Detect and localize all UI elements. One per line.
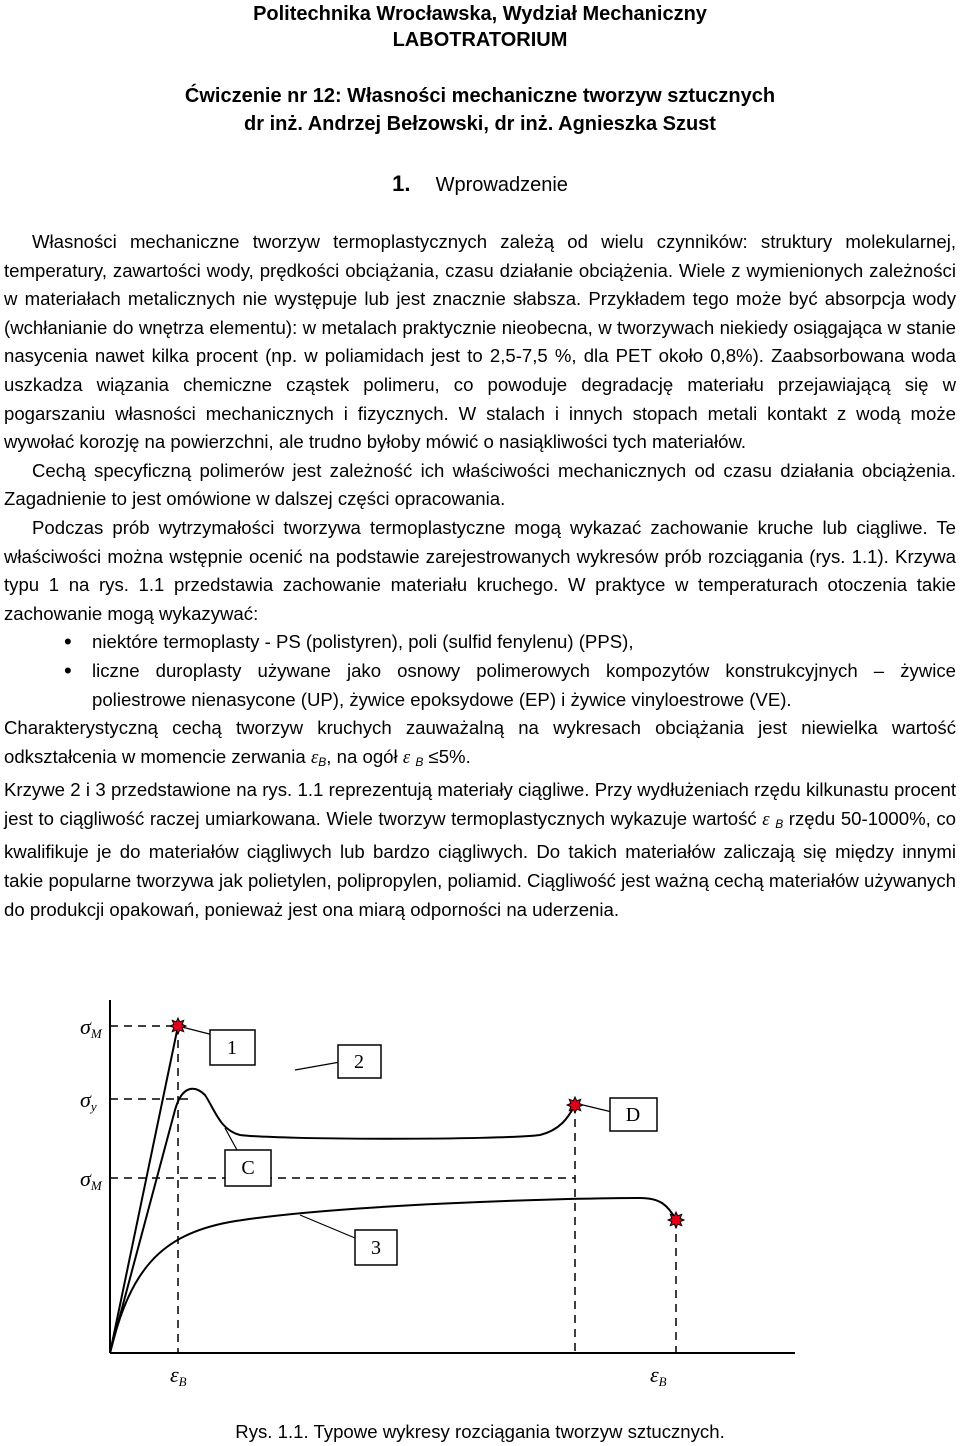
- section-number: 1.: [392, 171, 411, 196]
- body-text: [4, 228, 956, 924]
- label-2: 2: [354, 1051, 364, 1073]
- section-title: Wprowadzenie: [435, 174, 568, 196]
- label-c: C: [241, 1157, 255, 1179]
- paragraph-1: Własności mechaniczne tworzyw termoplastycznych zależą od wielu czynników: struktury molekularnej, temperatury, zawartości wody, prędkości obciążania, czasu działanie obciążenia. Wiele z wymienionych zależności w materiałach metalicznych nie występuje lub jest znacznie słabsza. Przykładem tego może być absorpcja wody (wchłanianie do wnętrza elementu): w metalach praktycznie nieobecna, w tworzywach niekiedy osiągająca w stanie nasycenia nawet kilka procent (np. w poliamidach jest to 2,5-7,5 %, dla PET około 0,8%). Zaabsorbowana woda uszkadza wiązania chemiczne cząstek polimeru, co powoduje degradację materiału przejawiającą się w pogarszaniu własności mechanicznych i fizycznych. W stalach i innych stopach metali kontakt z wodą może wywołać korozję na powierzchni, ale trudno byłoby mówić o nasiąkliwości tych materiałów.: [4, 231, 956, 453]
- paragraph-5: Krzywe 2 i 3 przedstawione na rys. 1.1 reprezentują materiały ciągliwe. Przy wydłużeniach rzędu kilkunastu procent jest to ciągliwość raczej umiarkowana. Wiele tworzyw termoplastycznych wykazuje wartość ε $_B$ rzędu 50-1000%, co kwalifikuje je do materiałów ciągliwych lub bardzo ciągliwych. Do takich materiałów zaliczają się między innymi takie popularne tworzywa jak polietylen, polipropylen, poliamid. Ciągliwość jest ważną cechą materiałów używanych do produkcji opakowań, ponieważ jest ona miarą odporności na uderzenia.: [4, 779, 956, 920]
- bullet-item-2: • liczne duroplasty używane jako osnowy polimerowych kompozytów konstrukcyjnych – żywice poliestrowe nienasycone (UP), żywice epoksydowe (EP) i żywice vinyloestrowe (VE).: [4, 657, 956, 714]
- leader-d: [583, 1105, 612, 1112]
- fracture-point-marker: [668, 1212, 684, 1228]
- bullet-list: [4, 628, 956, 714]
- paragraph-4: Charakterystyczną cechą tworzyw kruchych zauważalną na wykresach obciążania jest niewielka wartość odkształcenia w momencie zerwania $\varepsilon_B$, na ogół ε $_B$ ≤5%.: [4, 717, 956, 769]
- lab-header: LABOTRATORIUM: [392, 29, 568, 51]
- section-heading: [0, 170, 960, 199]
- eps-b-left-label: εB: [170, 1362, 187, 1389]
- leader-2: [295, 1062, 340, 1070]
- sigma-y-label: σy: [80, 1087, 97, 1114]
- eps-b-right-label: εB: [650, 1362, 667, 1389]
- sigma-m-mid-label: σM: [80, 1166, 102, 1193]
- label-d: D: [625, 1104, 641, 1126]
- bullet-item-1: • niektóre termoplasty - PS (polistyren), poli (sulfid fenylenu) (PPS),: [4, 628, 956, 657]
- label-1: 1: [227, 1037, 237, 1059]
- university-header: Politechnika Wrocławska, Wydział Mechaniczny: [253, 3, 707, 25]
- paragraph-3: Podczas prób wytrzymałości tworzywa termoplastyczne mogą wykazać zachowanie kruche lub ciągliwe. Te właściwości można wstępnie ocenić na podstawie zarejestrowanych wykresów prób rozciągania (rys. 1.1). Krzywa typu 1 na rys. 1.1 przedstawia zachowanie materiału kruchego. W praktyce w temperaturach otoczenia takie zachowanie mogą wykazywać:: [4, 516, 956, 624]
- stress-strain-figure: [0, 995, 960, 1410]
- curve-3: [110, 1198, 676, 1353]
- exercise-title: Ćwiczenie nr 12: Własności mechaniczne tworzyw sztucznych: [184, 85, 776, 107]
- paragraph-2: Cechą specyficzną polimerów jest zależność ich właściwości mechanicznych od czasu działania obciążenia. Zagadnienie to jest omówione w dalszej części opracowania.: [4, 459, 956, 510]
- leader-3: [300, 1215, 355, 1238]
- fracture-point-marker: [170, 1018, 186, 1034]
- authors-line: dr inż. Andrzej Bełzowski, dr inż. Agnieszka Szust: [244, 113, 716, 135]
- fracture-point-marker: [567, 1097, 583, 1113]
- figure-caption: Rys. 1.1. Typowe wykresy rozciągania tworzyw sztucznych.: [235, 1421, 725, 1442]
- curve-1: [110, 1026, 178, 1353]
- curve-2: [110, 1089, 575, 1353]
- label-3: 3: [371, 1237, 381, 1259]
- sigma-m-top-label: σM: [80, 1014, 102, 1041]
